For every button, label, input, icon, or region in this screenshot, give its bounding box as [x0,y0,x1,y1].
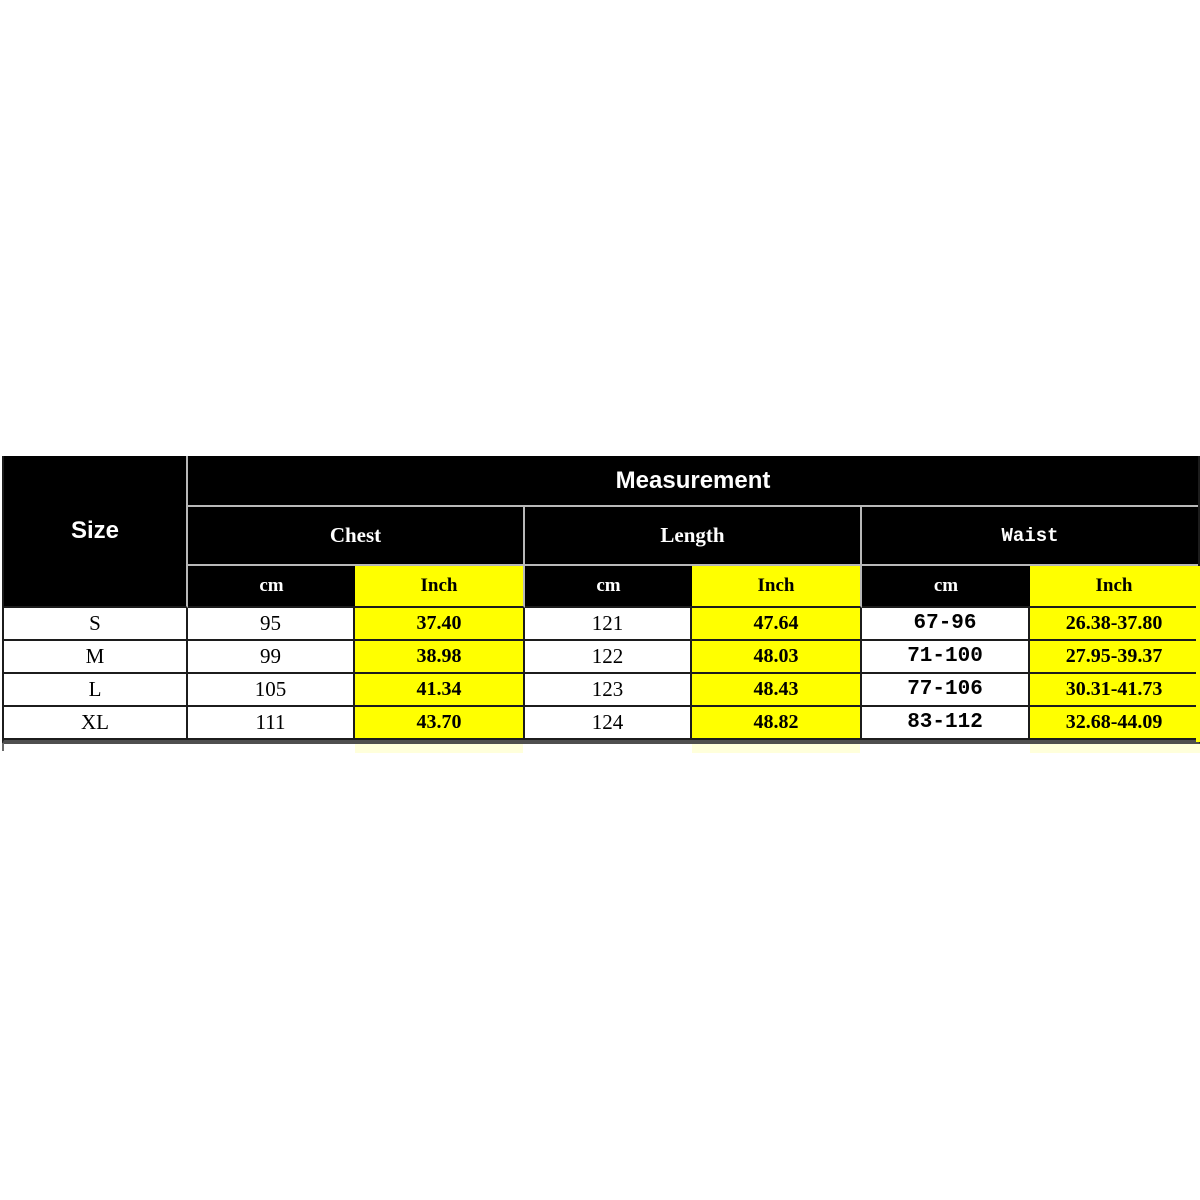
cell-length-cm: 124 [525,707,692,740]
unit-header-chest-inch: Inch [355,566,525,608]
cell-length-cm: 123 [525,674,692,707]
cell-waist-inch: 30.31-41.73 [1030,674,1198,707]
right-edge-yellow-sliver [1196,566,1200,742]
cell-size: S [4,608,188,641]
header-row-title [4,456,1198,507]
cell-length-inch: 48.03 [692,641,862,674]
group-header-length: Length [525,507,862,566]
cell-waist-inch: 26.38-37.80 [1030,608,1198,641]
unit-header-chest-cm: cm [188,566,355,608]
cell-length-cm: 122 [525,641,692,674]
table-row-m [4,641,1198,674]
cell-size: M [4,641,188,674]
cell-chest-inch: 43.70 [355,707,525,740]
cell-waist-cm: 77-106 [862,674,1030,707]
cell-chest-cm: 111 [188,707,355,740]
table-row-s [4,608,1198,641]
unit-header-length-inch: Inch [692,566,862,608]
table-row-xl [4,707,1198,740]
cell-waist-cm: 67-96 [862,608,1030,641]
left-border-stub [2,743,4,751]
cell-size: XL [4,707,188,740]
faded-row-remnant-chest [355,744,523,753]
cell-waist-inch: 32.68-44.09 [1030,707,1198,740]
size-header-cell: Size [4,456,188,608]
cell-size: L [4,674,188,707]
measurement-header-cell: Measurement [188,456,1198,507]
cell-waist-inch: 27.95-39.37 [1030,641,1198,674]
cell-waist-cm: 71-100 [862,641,1030,674]
size-chart-table [2,456,1200,744]
cell-length-inch: 48.82 [692,707,862,740]
cell-waist-cm: 83-112 [862,707,1030,740]
faded-row-remnant-length [692,744,860,753]
group-header-chest: Chest [188,507,525,566]
faded-row-remnant-waist [1030,744,1200,753]
cell-chest-inch: 38.98 [355,641,525,674]
group-header-waist: Waist [862,507,1198,566]
cell-chest-inch: 37.40 [355,608,525,641]
cell-chest-cm: 95 [188,608,355,641]
table-row-l [4,674,1198,707]
cell-length-inch: 48.43 [692,674,862,707]
unit-header-length-cm: cm [525,566,692,608]
cell-chest-cm: 99 [188,641,355,674]
cell-length-cm: 121 [525,608,692,641]
unit-header-waist-inch: Inch [1030,566,1198,608]
unit-header-waist-cm: cm [862,566,1030,608]
cell-length-inch: 47.64 [692,608,862,641]
cell-chest-cm: 105 [188,674,355,707]
cell-chest-inch: 41.34 [355,674,525,707]
